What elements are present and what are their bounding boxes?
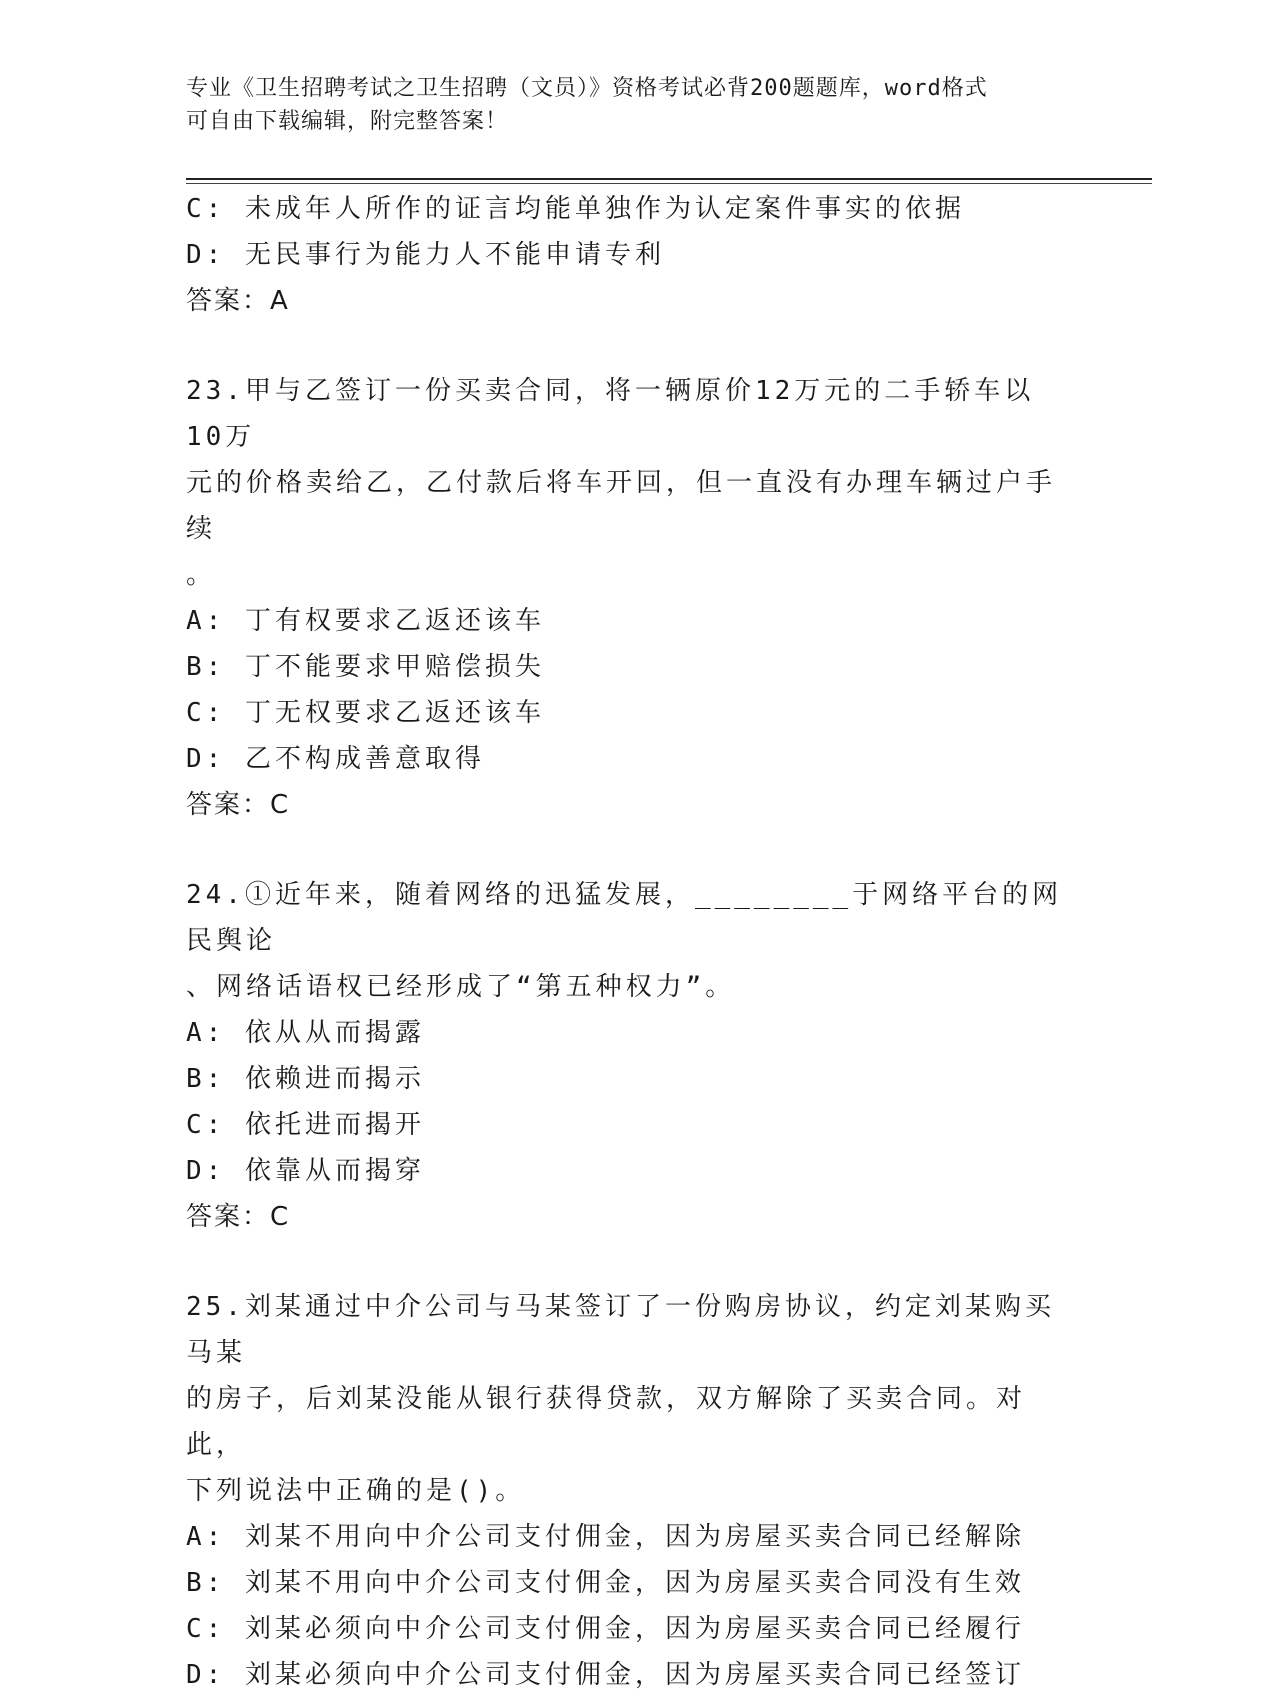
document-body (186, 186, 1086, 1698)
header-line-2: 可自由下载编辑，附完整答案！ (186, 109, 509, 134)
prev-question-block (186, 186, 1086, 324)
spacer (186, 324, 1086, 368)
question-25 (186, 1284, 1086, 1698)
document-header (186, 72, 1066, 138)
answer-line: 答案：C (186, 1202, 291, 1232)
question-text-line: 24.①近年来，随着网络的迅猛发展，________于网络平台的网民舆论 (186, 880, 1063, 956)
question-23 (186, 368, 1086, 828)
option-a: A: 刘某不用向中介公司支付佣金，因为房屋买卖合同已经解除 (186, 1522, 1025, 1552)
option-c: C: 丁无权要求乙返还该车 (186, 698, 545, 728)
option-a: A: 丁有权要求乙返还该车 (186, 606, 545, 636)
question-24 (186, 872, 1086, 1240)
question-text-line: 。 (186, 560, 217, 590)
option-d: D: 依靠从而揭穿 (186, 1156, 425, 1186)
question-text-line: 23.甲与乙签订一份买卖合同，将一辆原价12万元的二手轿车以10万 (186, 376, 1035, 452)
question-text-line: 下列说法中正确的是()。 (186, 1476, 526, 1506)
header-rule-thin (186, 183, 1152, 184)
option-b: B: 刘某不用向中介公司支付佣金，因为房屋买卖合同没有生效 (186, 1568, 1025, 1598)
spacer (186, 1240, 1086, 1284)
option-c: C: 刘某必须向中介公司支付佣金，因为房屋买卖合同已经履行 (186, 1614, 1025, 1644)
option-b: B: 依赖进而揭示 (186, 1064, 425, 1094)
option-d: D: 无民事行为能力人不能申请专利 (186, 240, 665, 270)
option-c: C: 依托进而揭开 (186, 1110, 425, 1140)
question-text-line: 元的价格卖给乙，乙付款后将车开回，但一直没有办理车辆过户手续 (186, 468, 1057, 544)
option-d: D: 乙不构成善意取得 (186, 744, 485, 774)
option-d: D: 刘某必须向中介公司支付佣金，因为房屋买卖合同已经签订 (186, 1660, 1025, 1690)
question-text-line: 的房子，后刘某没能从银行获得贷款，双方解除了买卖合同。对此， (186, 1384, 1027, 1460)
answer-line: 答案：C (186, 790, 291, 820)
question-text-line: 25.刘某通过中介公司与马某签订了一份购房协议，约定刘某购买马某 (186, 1292, 1055, 1368)
answer-line: 答案：A (186, 286, 290, 316)
option-a: A: 依从从而揭露 (186, 1018, 425, 1048)
header-rule-thick (186, 178, 1152, 180)
option-c: C: 未成年人所作的证言均能单独作为认定案件事实的依据 (186, 194, 965, 224)
question-text-line: 、网络话语权已经形成了“第五种权力”。 (186, 972, 736, 1002)
header-line-1: 专业《卫生招聘考试之卫生招聘（文员）》资格考试必背200题题库，word格式 (186, 76, 988, 101)
option-b: B: 丁不能要求甲赔偿损失 (186, 652, 545, 682)
spacer (186, 828, 1086, 872)
